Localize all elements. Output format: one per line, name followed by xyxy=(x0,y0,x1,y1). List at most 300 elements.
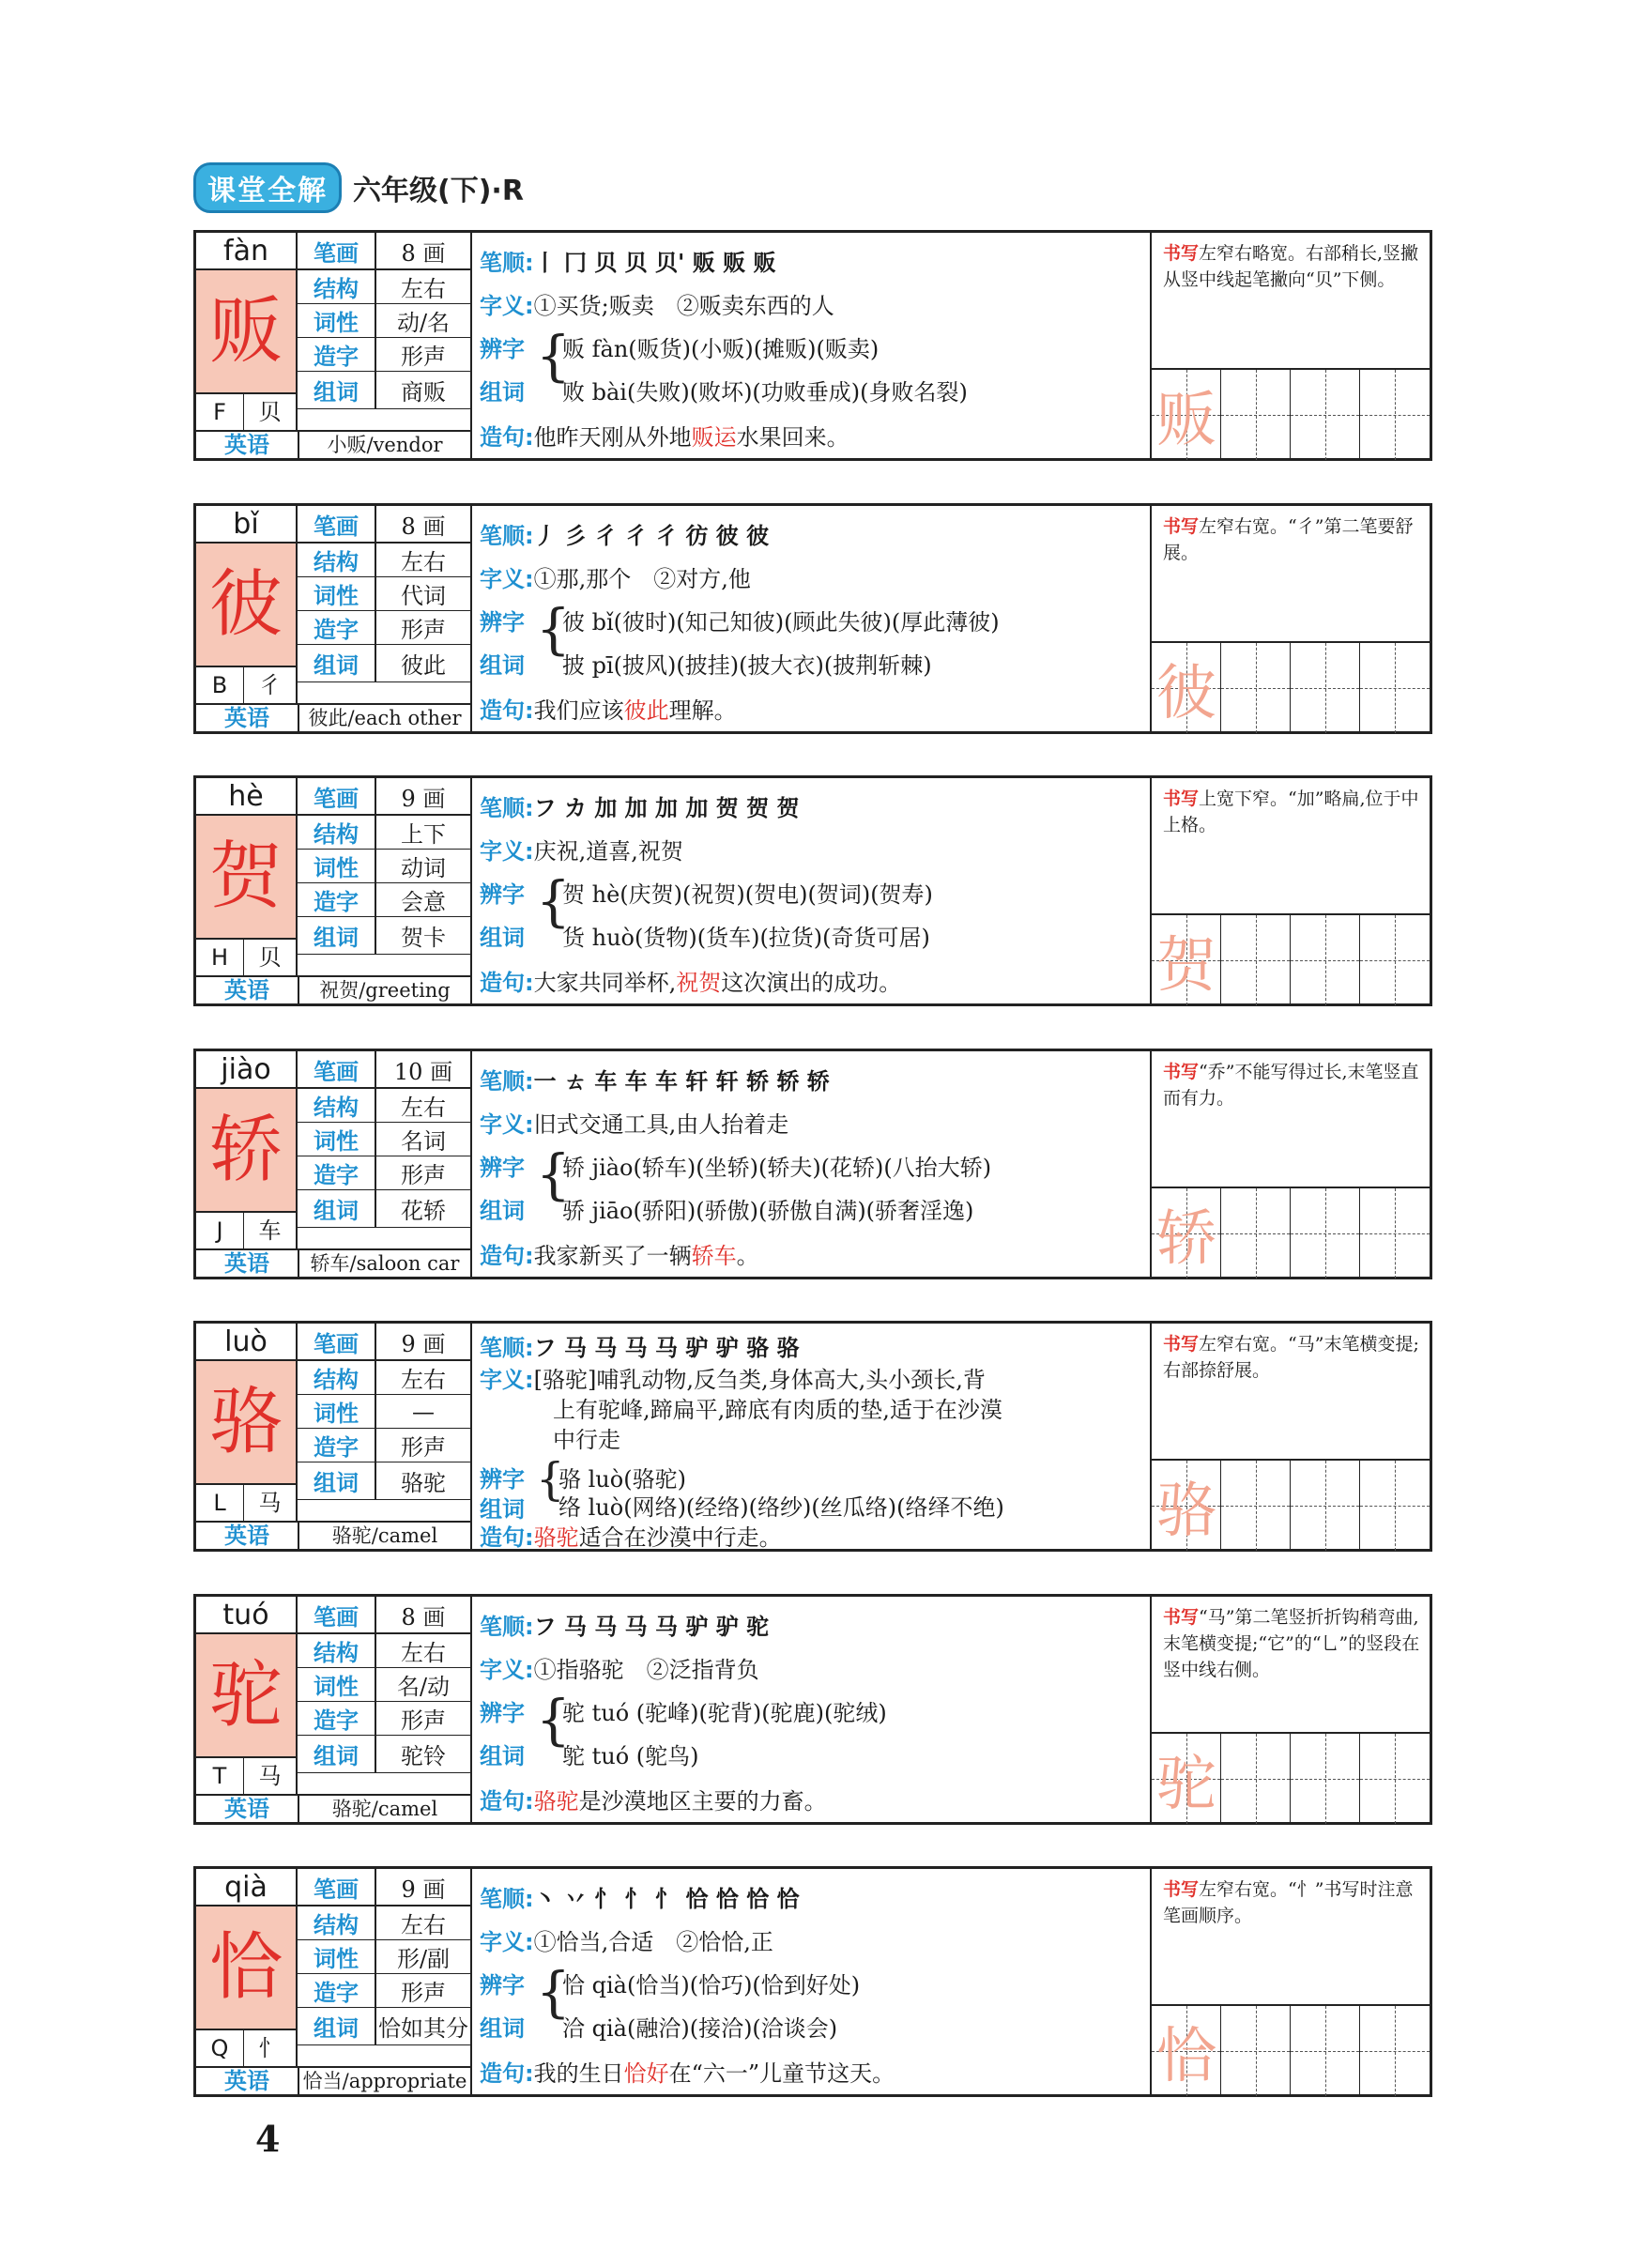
character-box xyxy=(196,544,298,667)
meaning-line-2 xyxy=(553,1391,1002,1424)
brace: { xyxy=(536,1142,571,1206)
practice-cell[interactable] xyxy=(1221,1734,1291,1824)
sentence-post: 是沙漠地区主要的力畜。 xyxy=(578,1788,827,1815)
structure-label: 结构 xyxy=(298,816,376,849)
group-label-row xyxy=(480,2010,525,2043)
structure-label: 结构 xyxy=(298,544,376,576)
writing-label: 书写 xyxy=(1163,243,1200,264)
sentence-highlight: 彼此 xyxy=(623,697,669,724)
stroke-order-label: 笔顺: xyxy=(480,1614,534,1640)
part-of-speech-label: 词性 xyxy=(298,1668,376,1701)
practice-cell[interactable] xyxy=(1152,1461,1221,1551)
meaning-label: 字义: xyxy=(480,1657,534,1683)
character: 贺 xyxy=(208,835,283,919)
practice-cell[interactable] xyxy=(1152,370,1221,460)
sentence-post: 水果回来。 xyxy=(736,424,849,451)
stroke-count-value: 8 画 xyxy=(401,239,446,267)
pinyin: hè xyxy=(196,778,298,816)
divider xyxy=(470,1051,472,1277)
example-word-value: 贺卡 xyxy=(401,925,446,951)
practice-cell[interactable] xyxy=(1152,2006,1221,2096)
attr-row-structure xyxy=(298,1634,470,1668)
character: 恰 xyxy=(208,1925,283,2010)
attr-row-example-word xyxy=(298,372,470,409)
grade-subtitle: 六年级(下)·R xyxy=(353,175,524,207)
english-value: 恰当/appropriate xyxy=(302,2070,467,2092)
distinguish-2: 络 luò(网络)(经络)(络纱)(丝瓜络)(络绎不绝) xyxy=(558,1494,1004,1521)
index-letter: J xyxy=(196,1213,244,1248)
attr-row-formation xyxy=(298,1156,470,1190)
meaning-label: 字义: xyxy=(480,1367,534,1393)
english-value: 骆驼/camel xyxy=(331,1524,438,1547)
writing-note xyxy=(1163,786,1420,838)
sentence-line xyxy=(480,1237,759,1270)
part-of-speech-label: 词性 xyxy=(298,304,376,337)
radical: 忄 xyxy=(258,2035,282,2061)
formation-label: 造字 xyxy=(298,1156,376,1189)
writing-text: “乔”不能写得过长,末笔竖直而有力。 xyxy=(1163,1062,1419,1109)
formation-label: 造字 xyxy=(298,883,376,916)
practice-cell[interactable] xyxy=(1360,1734,1430,1824)
meaning-line xyxy=(480,1106,788,1139)
stroke-count-label: 笔画 xyxy=(298,506,376,542)
character-card xyxy=(193,1594,1432,1825)
attr-row-stroke-count xyxy=(298,1051,470,1089)
part-of-speech-value: 名词 xyxy=(401,1128,446,1155)
sentence-highlight: 轿车 xyxy=(691,1243,737,1269)
writing-label: 书写 xyxy=(1163,516,1200,537)
stroke-count-value: 9 画 xyxy=(401,1876,446,1903)
divider xyxy=(470,778,472,1003)
attr-row-example-word xyxy=(298,917,470,955)
group-label: 组词 xyxy=(480,1496,525,1523)
brace: { xyxy=(536,1688,571,1752)
example-word-value: 花轿 xyxy=(401,1198,446,1224)
sentence-post: 适合在沙漠中行走。 xyxy=(578,1524,782,1551)
sentence-highlight: 贩运 xyxy=(691,424,737,451)
stroke-order-line xyxy=(480,1329,799,1362)
radical: 马 xyxy=(258,1490,282,1516)
english-label: 英语 xyxy=(196,1523,299,1549)
trace-character: 骆 xyxy=(1156,1477,1216,1546)
character: 骆 xyxy=(208,1380,283,1464)
sentence-line xyxy=(480,2055,895,2088)
group-label-row xyxy=(480,374,525,406)
practice-grid xyxy=(1152,1459,1430,1551)
writing-panel xyxy=(1150,1051,1430,1277)
practice-cell[interactable] xyxy=(1221,915,1291,1005)
attr-row-structure xyxy=(298,816,470,850)
practice-cell[interactable] xyxy=(1360,1188,1430,1279)
attr-row-structure xyxy=(298,544,470,577)
attr-row-formation xyxy=(298,1429,470,1462)
distinguish-1: 贺 hè(庆贺)(祝贺)(贺电)(贺词)(贺寿) xyxy=(562,881,933,908)
stroke-order: 丨 冂 贝 贝 贝' 贩 贩 贩 xyxy=(533,249,776,276)
distinguish-2: 败 bài(失败)(败坏)(功败垂成)(身败名裂) xyxy=(562,379,968,406)
english-value: 彼此/each other xyxy=(308,707,462,729)
formation-label: 造字 xyxy=(298,611,376,644)
brace: { xyxy=(536,1453,565,1506)
character-box xyxy=(196,816,298,940)
character-card xyxy=(193,1049,1432,1279)
writing-panel xyxy=(1150,233,1430,458)
pinyin: tuó xyxy=(196,1597,298,1634)
formation-label: 造字 xyxy=(298,338,376,371)
character-card xyxy=(193,775,1432,1006)
character: 彼 xyxy=(208,562,283,647)
stroke-order-label: 笔顺: xyxy=(480,1068,534,1095)
practice-cell[interactable] xyxy=(1360,2006,1430,2096)
brace: { xyxy=(536,1960,571,2024)
brace: { xyxy=(536,869,571,933)
sentence-highlight: 骆驼 xyxy=(533,1788,579,1815)
writing-panel xyxy=(1150,1324,1430,1549)
distinguish-label-row xyxy=(480,1694,525,1727)
stroke-count-value: 8 画 xyxy=(401,1603,446,1631)
practice-cell[interactable] xyxy=(1291,370,1360,460)
writing-label: 书写 xyxy=(1163,1062,1200,1082)
english-label: 英语 xyxy=(196,705,299,731)
stroke-order-label: 笔顺: xyxy=(480,1886,534,1912)
practice-cell[interactable] xyxy=(1291,1461,1360,1551)
english-value: 小贩/vendor xyxy=(327,434,443,456)
group-label: 组词 xyxy=(480,2015,525,2042)
part-of-speech-value: — xyxy=(412,1398,435,1425)
practice-cell[interactable] xyxy=(1152,915,1221,1005)
character-box xyxy=(196,1361,298,1485)
attr-row-stroke-count xyxy=(298,1324,470,1361)
sentence-highlight: 骆驼 xyxy=(533,1524,579,1551)
writing-note xyxy=(1163,1604,1420,1683)
attr-row-example-word xyxy=(298,645,470,682)
writing-note xyxy=(1163,513,1420,566)
practice-cell[interactable] xyxy=(1221,643,1291,733)
writing-text: 左窄右略宽。右部稍长,竖撇从竖中线起笔撇向“贝”下侧。 xyxy=(1163,243,1419,290)
practice-grid xyxy=(1152,368,1430,460)
character-card xyxy=(193,230,1432,461)
distinguish-label: 辨字 xyxy=(480,1700,525,1726)
sentence-post: 。 xyxy=(736,1243,759,1269)
meaning-text: 庆祝,道喜,祝贺 xyxy=(533,838,683,865)
part-of-speech-value: 动词 xyxy=(401,855,446,881)
english-row xyxy=(196,703,470,731)
index-letter: B xyxy=(196,667,244,703)
english-row xyxy=(196,1248,470,1277)
distinguish-2: 披 pī(披风)(披挂)(披大衣)(披荆斩棘) xyxy=(562,652,932,679)
english-row xyxy=(196,1794,470,1822)
formation-value: 形声 xyxy=(401,617,446,643)
pinyin: bǐ xyxy=(196,506,298,544)
english-value: 轿车/saloon car xyxy=(310,1252,460,1275)
sentence-label: 造句: xyxy=(480,2060,534,2087)
attr-row-example-word xyxy=(298,1462,470,1500)
stroke-order-line xyxy=(480,1063,830,1095)
practice-cell[interactable] xyxy=(1291,915,1360,1005)
structure-label: 结构 xyxy=(298,1089,376,1122)
practice-cell[interactable] xyxy=(1360,643,1430,733)
sentence-label: 造句: xyxy=(480,1243,534,1269)
stroke-order-line xyxy=(480,789,799,822)
character-box xyxy=(196,1634,298,1758)
distinguish-label-row xyxy=(480,1461,525,1493)
formation-label: 造字 xyxy=(298,1974,376,2007)
attr-row-example-word xyxy=(298,1190,470,1228)
index-letter: Q xyxy=(196,2030,244,2066)
example-word-value: 驼铃 xyxy=(401,1743,446,1769)
radical: 贝 xyxy=(258,399,282,425)
sentence-label: 造句: xyxy=(480,1524,534,1551)
distinguish-label-row xyxy=(480,1149,525,1182)
index-letter: H xyxy=(196,940,244,975)
attr-row-formation xyxy=(298,1974,470,2008)
structure-value: 左右 xyxy=(401,549,446,575)
stroke-order-line xyxy=(480,517,769,550)
stroke-order: 丿 彡 彳 彳 彳 彷 彼 彼 xyxy=(533,522,770,549)
practice-cell[interactable] xyxy=(1152,643,1221,733)
sentence-label: 造句: xyxy=(480,697,534,724)
practice-cell[interactable] xyxy=(1291,2006,1360,2096)
stroke-count-label: 笔画 xyxy=(298,778,376,814)
distinguish-label-row xyxy=(480,1967,525,1999)
stroke-count-label: 笔画 xyxy=(298,1869,376,1905)
group-label-row xyxy=(480,1738,525,1770)
stroke-count-label: 笔画 xyxy=(298,233,376,268)
writing-panel xyxy=(1150,778,1430,1003)
structure-label: 结构 xyxy=(298,270,376,303)
part-of-speech-label: 词性 xyxy=(298,1395,376,1428)
attr-row-structure xyxy=(298,1906,470,1940)
practice-grid xyxy=(1152,1732,1430,1824)
stroke-order-line xyxy=(480,244,775,277)
attr-row-formation xyxy=(298,883,470,917)
english-label: 英语 xyxy=(196,2068,299,2094)
stroke-count-value: 8 画 xyxy=(401,513,446,540)
structure-value: 左右 xyxy=(401,1095,446,1121)
distinguish-1: 驼 tuó (驼峰)(驼背)(驼鹿)(驼绒) xyxy=(562,1700,887,1726)
writing-text: 左窄右宽。“彳”第二笔要舒展。 xyxy=(1163,516,1414,563)
structure-label: 结构 xyxy=(298,1634,376,1667)
distinguish-label: 辨字 xyxy=(480,1972,525,1998)
stroke-order-label: 笔顺: xyxy=(480,523,534,549)
character: 贩 xyxy=(208,289,283,374)
english-label: 英语 xyxy=(196,1250,299,1277)
index-cell xyxy=(196,394,298,432)
index-cell xyxy=(196,1758,298,1796)
index-cell xyxy=(196,667,298,705)
meaning-text: 旧式交通工具,由人抬着走 xyxy=(533,1111,789,1138)
meaning-line xyxy=(480,833,683,865)
character: 驼 xyxy=(208,1653,283,1738)
sentence-label: 造句: xyxy=(480,970,534,996)
distinguish-label: 辨字 xyxy=(480,881,525,908)
meaning-text: ①那,那个 ②对方,他 xyxy=(533,566,751,592)
character-card xyxy=(193,1866,1432,2097)
distinguish-2: 鸵 tuó (鸵鸟) xyxy=(562,1743,699,1769)
sentence-pre: 他昨天刚从外地 xyxy=(533,424,692,451)
stroke-count-value: 10 画 xyxy=(393,1058,453,1085)
part-of-speech-label: 词性 xyxy=(298,577,376,610)
attr-row-stroke-count xyxy=(298,1869,470,1906)
practice-cell[interactable] xyxy=(1221,370,1291,460)
trace-character: 轿 xyxy=(1156,1204,1216,1274)
writing-note xyxy=(1163,1876,1420,1929)
practice-cell[interactable] xyxy=(1221,2006,1291,2096)
attr-row-formation xyxy=(298,611,470,645)
practice-cell[interactable] xyxy=(1291,1734,1360,1824)
meaning-label: 字义: xyxy=(480,838,534,865)
sentence-highlight: 恰好 xyxy=(623,2060,669,2087)
stroke-order-line xyxy=(480,1880,799,1913)
practice-cell[interactable] xyxy=(1291,643,1360,733)
character-box xyxy=(196,1906,298,2030)
distinguish-2: 洽 qià(融洽)(接洽)(洽谈会) xyxy=(562,2015,838,2042)
radical: 马 xyxy=(258,1763,282,1789)
english-row xyxy=(196,2066,470,2094)
example-word-label: 组词 xyxy=(298,1190,376,1227)
writing-text: 上宽下窄。“加”略扁,位于中上格。 xyxy=(1163,789,1419,835)
stroke-count-label: 笔画 xyxy=(298,1324,376,1359)
example-word-value: 彼此 xyxy=(401,652,446,679)
english-row xyxy=(196,975,470,1003)
pinyin: luò xyxy=(196,1324,298,1361)
english-value: 骆驼/camel xyxy=(331,1798,438,1820)
writing-label: 书写 xyxy=(1163,1879,1200,1900)
example-word-value: 商贩 xyxy=(401,379,446,406)
meaning-line xyxy=(480,1651,759,1684)
brace: { xyxy=(536,597,571,661)
pinyin: fàn xyxy=(196,233,298,270)
structure-value: 上下 xyxy=(401,821,446,848)
english-label: 英语 xyxy=(196,977,299,1003)
practice-cell[interactable] xyxy=(1152,1188,1221,1279)
group-label: 组词 xyxy=(480,925,525,951)
writing-label: 书写 xyxy=(1163,789,1200,809)
meaning-text-2: 上有驼峰,蹄扁平,蹄底有肉质的垫,适于在沙漠 xyxy=(553,1397,1002,1423)
structure-value: 左右 xyxy=(401,276,446,302)
practice-cell[interactable] xyxy=(1291,1188,1360,1279)
meaning-line xyxy=(480,560,751,593)
trace-character: 彼 xyxy=(1156,659,1216,728)
stroke-order: フ 马 马 马 马 驴 驴 骆 骆 xyxy=(533,1334,800,1361)
example-word-label: 组词 xyxy=(298,2008,376,2044)
group-label: 组词 xyxy=(480,652,525,679)
sentence-pre: 大家共同举杯, xyxy=(533,970,677,996)
writing-note xyxy=(1163,1331,1420,1384)
distinguish-2: 货 huò(货物)(货车)(拉货)(奇货可居) xyxy=(562,925,930,951)
attr-row-part-of-speech xyxy=(298,1395,470,1429)
divider xyxy=(470,1597,472,1822)
stroke-order-line xyxy=(480,1608,769,1641)
sentence-pre: 我们应该 xyxy=(533,697,624,724)
meaning-line xyxy=(480,287,834,320)
sentence-line xyxy=(480,1519,782,1552)
group-label-row xyxy=(480,647,525,680)
example-word-value: 骆驼 xyxy=(401,1470,446,1496)
index-cell xyxy=(196,940,298,977)
practice-cell[interactable] xyxy=(1360,370,1430,460)
sentence-highlight: 祝贺 xyxy=(676,970,722,996)
character-card xyxy=(193,503,1432,734)
trace-character: 驼 xyxy=(1156,1750,1216,1819)
practice-cell[interactable] xyxy=(1221,1461,1291,1551)
pinyin: jiào xyxy=(196,1051,298,1089)
attr-row-stroke-count xyxy=(298,233,470,270)
example-word-label: 组词 xyxy=(298,1462,376,1499)
part-of-speech-value: 名/动 xyxy=(396,1674,451,1700)
writing-note xyxy=(1163,1059,1420,1111)
sentence-pre: 我家新买了一辆 xyxy=(533,1243,692,1269)
stroke-order: 一 ㄊ 车 车 车 轩 轩 轿 轿 轿 xyxy=(533,1067,830,1095)
practice-cell[interactable] xyxy=(1360,915,1430,1005)
trace-character: 贩 xyxy=(1156,386,1216,455)
meaning-text-1: [骆驼]哺乳动物,反刍类,身体高大,头小颈长,背 xyxy=(533,1367,986,1393)
meaning-text: ①指骆驼 ②泛指背负 xyxy=(533,1657,759,1683)
index-letter: F xyxy=(196,394,244,430)
practice-cell[interactable] xyxy=(1152,1734,1221,1824)
attr-row-stroke-count xyxy=(298,778,470,816)
practice-cell[interactable] xyxy=(1360,1461,1430,1551)
index-cell xyxy=(196,2030,298,2068)
formation-label: 造字 xyxy=(298,1702,376,1735)
distinguish-1: 彼 bǐ(彼时)(知己知彼)(顾此失彼)(厚此薄彼) xyxy=(562,609,1000,635)
english-label: 英语 xyxy=(196,1796,299,1822)
index-letter: L xyxy=(196,1485,244,1521)
group-label: 组词 xyxy=(480,379,525,406)
sentence-line xyxy=(480,419,849,452)
attr-row-part-of-speech xyxy=(298,304,470,338)
brace: { xyxy=(536,324,571,388)
writing-label: 书写 xyxy=(1163,1607,1200,1628)
sentence-post: 理解。 xyxy=(668,697,737,724)
sentence-label: 造句: xyxy=(480,424,534,451)
writing-text: “马”第二笔竖折折钩稍弯曲,末笔横变提;“它”的“乚”的竖段在竖中线右侧。 xyxy=(1163,1607,1420,1680)
character-box xyxy=(196,1089,298,1213)
attr-row-example-word xyxy=(298,1736,470,1773)
stroke-count-value: 9 画 xyxy=(401,1330,446,1357)
radical: 彳 xyxy=(258,672,282,698)
character-card xyxy=(193,1321,1432,1552)
distinguish-1: 贩 fàn(贩货)(小贩)(摊贩)(贩卖) xyxy=(562,336,880,362)
english-label: 英语 xyxy=(196,432,299,458)
writing-panel xyxy=(1150,506,1430,731)
distinguish-label: 辨字 xyxy=(480,1466,525,1493)
divider xyxy=(470,1869,472,2094)
distinguish-1: 骆 luò(骆驼) xyxy=(558,1466,686,1493)
index-letter: T xyxy=(196,1758,244,1794)
writing-panel xyxy=(1150,1869,1430,2094)
writing-text: 左窄右宽。“马”末笔横变提;右部捺舒展。 xyxy=(1163,1334,1419,1381)
part-of-speech-label: 词性 xyxy=(298,1123,376,1156)
part-of-speech-label: 词性 xyxy=(298,1940,376,1973)
attr-row-example-word xyxy=(298,2008,470,2045)
english-row xyxy=(196,1521,470,1549)
group-label-row xyxy=(480,1192,525,1225)
page-number: 4 xyxy=(255,2118,281,2160)
part-of-speech-label: 词性 xyxy=(298,850,376,882)
structure-label: 结构 xyxy=(298,1906,376,1939)
meaning-line xyxy=(480,1923,773,1956)
english-row xyxy=(196,430,470,458)
index-cell xyxy=(196,1213,298,1250)
divider xyxy=(470,233,472,458)
example-word-value: 恰如其分 xyxy=(378,2015,468,2042)
practice-cell[interactable] xyxy=(1221,1188,1291,1279)
distinguish-label: 辨字 xyxy=(480,336,525,362)
formation-value: 会意 xyxy=(401,889,446,915)
meaning-text: ①恰当,合适 ②恰恰,正 xyxy=(533,1929,773,1955)
distinguish-1: 轿 jiào(轿车)(坐轿)(轿夫)(花轿)(八抬大轿) xyxy=(562,1155,992,1181)
stroke-order: フ カ 加 加 加 加 贺 贺 贺 xyxy=(533,794,800,821)
